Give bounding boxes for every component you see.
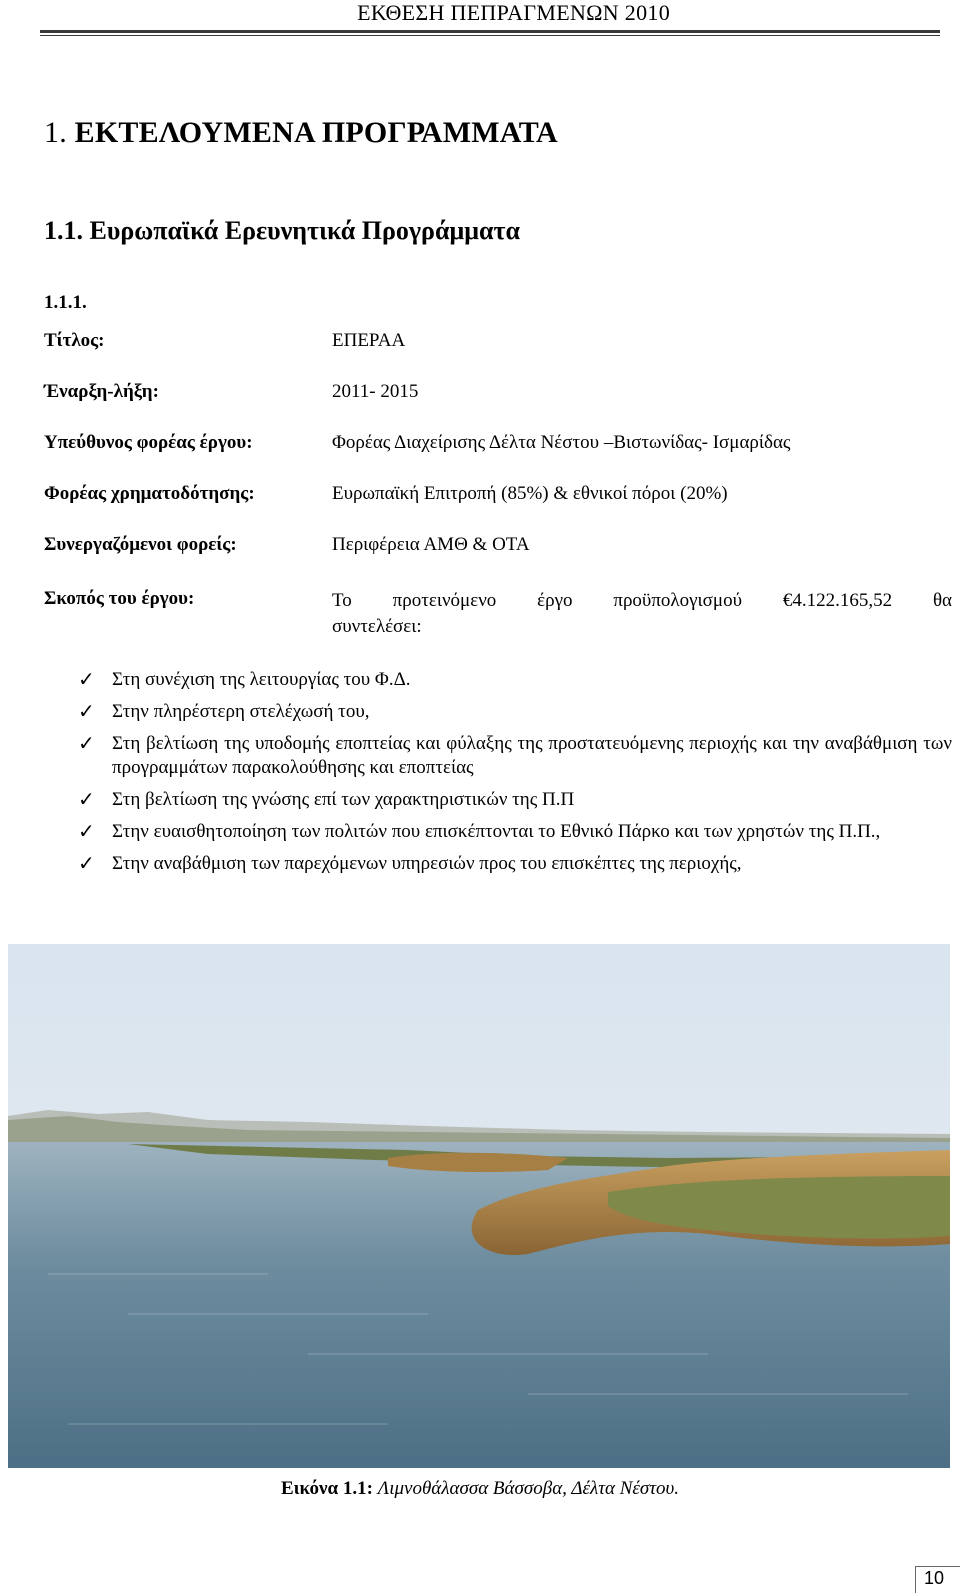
page-number: 10 (924, 1568, 945, 1588)
objectives-list (78, 668, 952, 884)
field-value-duration: 2011- 2015 (332, 381, 419, 402)
running-header-title: ΕΚΘΕΣΗ ΠΕΠΡΑΓΜΕΝΩΝ 2010 (357, 0, 670, 25)
chapter-number: 1. (44, 116, 67, 149)
subsection-number: 1.1.1. (44, 292, 87, 313)
field-label-duration: Έναρξη-λήξη: (44, 381, 159, 402)
list-item (78, 788, 952, 812)
figure-caption (0, 1478, 960, 1500)
list-item (78, 820, 952, 844)
lagoon-photo (8, 944, 950, 1468)
checkmark-icon: ✓ (78, 669, 95, 691)
checkmark-icon: ✓ (78, 789, 95, 811)
header-rule-thin (40, 35, 940, 36)
list-item (78, 700, 952, 724)
purpose-line-2: συντελέσει: (332, 616, 422, 637)
checkmark-icon: ✓ (78, 821, 95, 843)
field-label-title: Τίτλος: (44, 330, 105, 351)
purpose-word: θα (932, 590, 952, 611)
field-value-partners: Περιφέρεια ΑΜΘ & ΟΤΑ (332, 534, 530, 555)
list-item-text: Στη βελτίωση της υποδομής εποπτείας και φύλαξης της προστατευόμενης περιοχής και την αναβάθμιση των προγραμμάτων παρακολούθησης και εποπτείας (112, 733, 952, 778)
header-rule (40, 30, 940, 33)
checkmark-icon: ✓ (78, 733, 95, 755)
list-item (78, 852, 952, 876)
caption-text: Λιμνοθάλασσα Βάσσοβα, Δέλτα Νέστου. (377, 1478, 680, 1499)
purpose-line (332, 588, 952, 614)
field-label-responsible: Υπεύθυνος φορέας έργου: (44, 432, 253, 453)
list-item (78, 668, 952, 692)
field-label-partners: Συνεργαζόμενοι φορείς: (44, 534, 237, 555)
purpose-text (332, 588, 952, 640)
section-heading: 1.1. Ευρωπαϊκά Ερευνητικά Προγράμματα (44, 216, 520, 245)
list-item-text: Στην ευαισθητοποίηση των πολιτών που επισκέπτονται το Εθνικό Πάρκο και των χρηστών της Π.Π., (112, 821, 881, 842)
checkmark-icon: ✓ (78, 701, 95, 723)
purpose-word: έργο (537, 590, 573, 611)
purpose-word: προτεινόμενο (392, 590, 497, 611)
field-value-title: ΕΠΕΡΑΑ (332, 330, 406, 351)
chapter-heading (44, 116, 558, 150)
field-label-funding: Φορέας χρηματοδότησης: (44, 483, 255, 504)
field-label-purpose: Σκοπός του έργου: (44, 588, 195, 609)
chapter-title: ΕΚΤΕΛΟΥΜΕΝΑ ΠΡΟΓΡΑΜΜΑΤΑ (74, 116, 558, 149)
checkmark-icon: ✓ (78, 853, 95, 875)
list-item (78, 732, 952, 780)
list-item-text: Στη βελτίωση της γνώσης επί των χαρακτηριστικών της Π.Π (112, 789, 575, 810)
purpose-word: Το (332, 590, 352, 611)
purpose-word: προϋπολογισμού (613, 590, 742, 611)
caption-label: Εικόνα 1.1: (280, 1478, 373, 1499)
field-value-funding: Ευρωπαϊκή Επιτροπή (85%) & εθνικοί πόροι (20%) (332, 483, 728, 504)
list-item-text: Στην αναβάθμιση των παρεχόμενων υπηρεσιών προς του επισκέπτες της περιοχής, (112, 853, 742, 874)
list-item-text: Στη συνέχιση της λειτουργίας του Φ.Δ. (112, 669, 411, 690)
field-value-responsible: Φορέας Διαχείρισης Δέλτα Νέστου –Βιστωνίδας- Ισμαρίδας (332, 432, 791, 453)
list-item-text: Στην πληρέστερη στελέχωσή του, (112, 701, 370, 722)
purpose-budget: €4.122.165,52 (782, 590, 893, 611)
